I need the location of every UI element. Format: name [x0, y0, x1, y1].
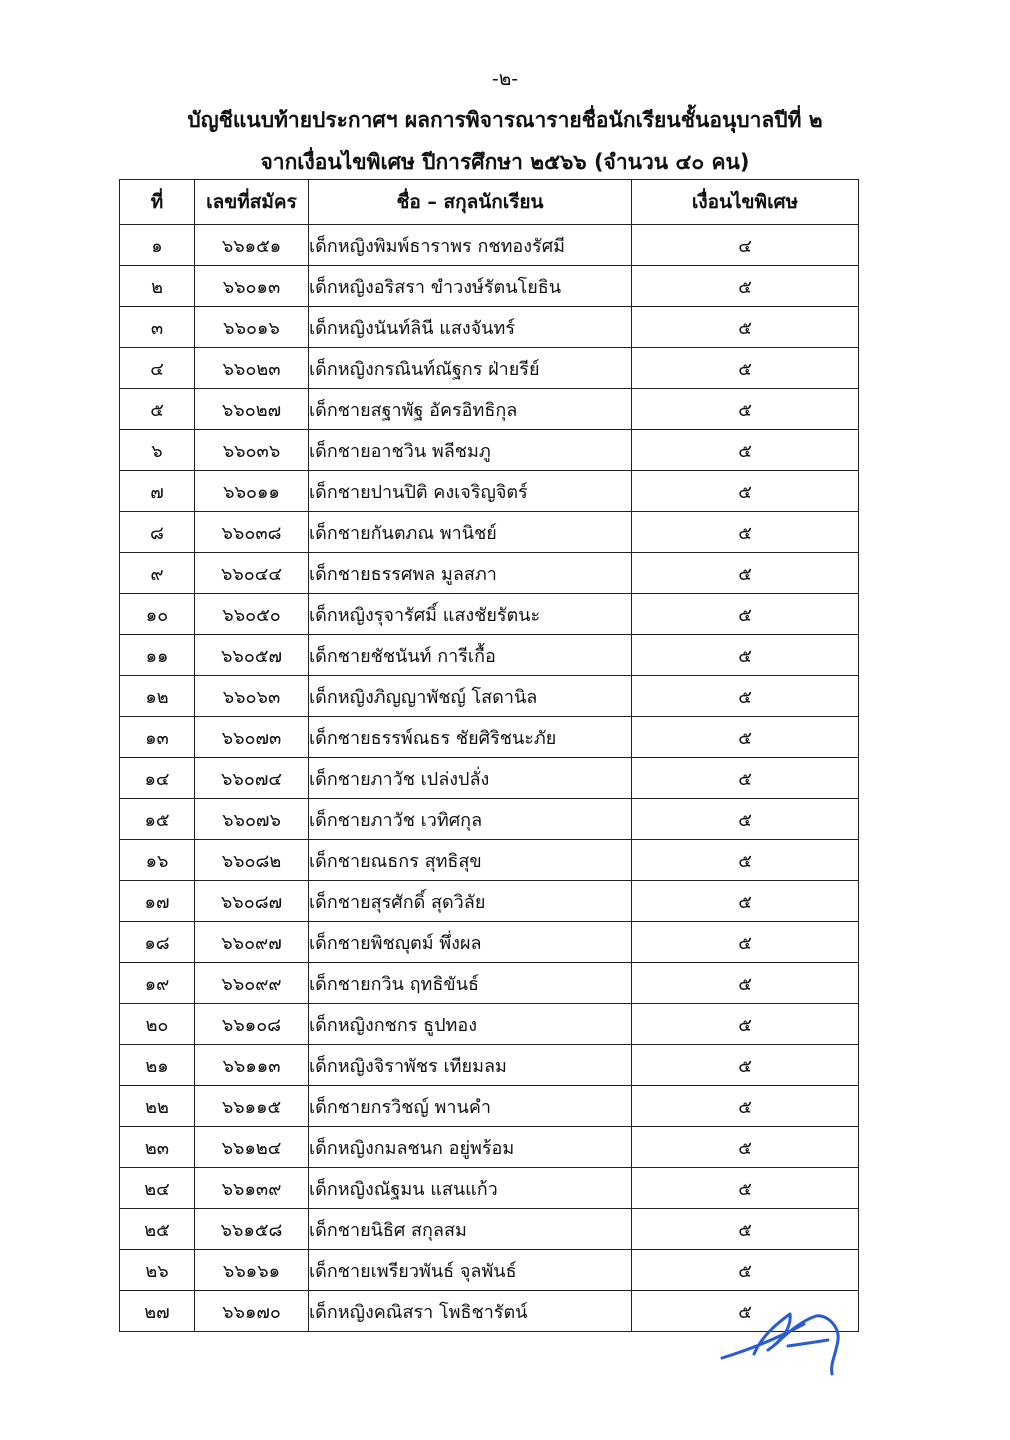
table-row	[120, 594, 859, 635]
special-condition: ๔	[632, 225, 859, 266]
table-row	[120, 676, 859, 717]
special-condition: ๕	[632, 430, 859, 471]
row-number: ๕	[120, 389, 195, 430]
row-number: ๑๙	[120, 963, 195, 1004]
special-condition: ๕	[632, 1168, 859, 1209]
application-number: ๖๖๑๐๘	[195, 1004, 309, 1045]
special-condition: ๕	[632, 1250, 859, 1291]
special-condition: ๕	[632, 1209, 859, 1250]
application-number: ๖๖๑๗๐	[195, 1291, 309, 1332]
application-number: ๖๖๐๕๐	[195, 594, 309, 635]
row-number: ๙	[120, 553, 195, 594]
special-condition: ๕	[632, 512, 859, 553]
student-name: เด็กชายธรรศพล มูลสภา	[309, 553, 632, 594]
student-name: เด็กหญิงกชกร ธูปทอง	[309, 1004, 632, 1045]
row-number: ๓	[120, 307, 195, 348]
special-condition: ๕	[632, 594, 859, 635]
table-row	[120, 266, 859, 307]
row-number: ๒๒	[120, 1086, 195, 1127]
special-condition: ๕	[632, 963, 859, 1004]
student-name: เด็กหญิงจิราพัชร เทียมลม	[309, 1045, 632, 1086]
application-number: ๖๖๐๑๑	[195, 471, 309, 512]
special-condition: ๕	[632, 471, 859, 512]
special-condition: ๕	[632, 840, 859, 881]
student-name: เด็กหญิงณัฐมน แสนแก้ว	[309, 1168, 632, 1209]
row-number: ๒๕	[120, 1209, 195, 1250]
application-number: ๖๖๑๖๑	[195, 1250, 309, 1291]
header-special-condition: เงื่อนไขพิเศษ	[632, 180, 859, 225]
student-name: เด็กหญิงกรณินท์ณัฐกร ฝ่ายรีย์	[309, 348, 632, 389]
table-row	[120, 512, 859, 553]
student-name: เด็กหญิงภิญญาพัชญ์ โสดานิล	[309, 676, 632, 717]
application-number: ๖๖๐๗๔	[195, 758, 309, 799]
application-number: ๖๖๐๓๘	[195, 512, 309, 553]
application-number: ๖๖๐๘๒	[195, 840, 309, 881]
row-number: ๑๘	[120, 922, 195, 963]
application-number: ๖๖๑๓๙	[195, 1168, 309, 1209]
student-name: เด็กหญิงพิมพ์ธาราพร กชทองรัศมี	[309, 225, 632, 266]
row-number: ๑๗	[120, 881, 195, 922]
student-name: เด็กชายกวิน ฤทธิขันธ์	[309, 963, 632, 1004]
special-condition: ๕	[632, 881, 859, 922]
application-number: ๖๖๐๒๓	[195, 348, 309, 389]
table-row	[120, 471, 859, 512]
special-condition: ๕	[632, 307, 859, 348]
table-row	[120, 1045, 859, 1086]
application-number: ๖๖๐๑๓	[195, 266, 309, 307]
row-number: ๑๑	[120, 635, 195, 676]
student-name: เด็กชายกันตภณ พานิชย์	[309, 512, 632, 553]
student-name: เด็กชายณธกร สุทธิสุข	[309, 840, 632, 881]
table-row	[120, 553, 859, 594]
application-number: ๖๖๐๙๙	[195, 963, 309, 1004]
application-number: ๖๖๐๓๖	[195, 430, 309, 471]
special-condition: ๕	[632, 348, 859, 389]
special-condition: ๕	[632, 717, 859, 758]
application-number: ๖๖๑๕๑	[195, 225, 309, 266]
row-number: ๒๔	[120, 1168, 195, 1209]
page-number: -๒-	[491, 68, 519, 90]
table-row	[120, 1086, 859, 1127]
student-name: เด็กชายชัชนันท์ การีเกื้อ	[309, 635, 632, 676]
row-number: ๒๐	[120, 1004, 195, 1045]
application-number: ๖๖๐๗๖	[195, 799, 309, 840]
student-name: เด็กชายภาวัช เปล่งปลั่ง	[309, 758, 632, 799]
special-condition: ๕	[632, 1086, 859, 1127]
table-header-row	[120, 180, 859, 225]
special-condition: ๕	[632, 799, 859, 840]
row-number: ๑๖	[120, 840, 195, 881]
table-row	[120, 799, 859, 840]
special-condition: ๕	[632, 922, 859, 963]
row-number: ๒๗	[120, 1291, 195, 1332]
student-name: เด็กชายสฐาพัฐ อัครอิทธิกุล	[309, 389, 632, 430]
row-number: ๒๓	[120, 1127, 195, 1168]
student-name: เด็กชายสุรศักดิ์ สุดวิลัย	[309, 881, 632, 922]
table-body	[120, 225, 859, 1332]
student-name: เด็กชายปานปิติ คงเจริญจิตร์	[309, 471, 632, 512]
table-row	[120, 840, 859, 881]
application-number: ๖๖๐๕๗	[195, 635, 309, 676]
student-name: เด็กชายกรวิชญ์ พานคำ	[309, 1086, 632, 1127]
application-number: ๖๖๐๑๖	[195, 307, 309, 348]
row-number: ๑๓	[120, 717, 195, 758]
student-name: เด็กชายเพรียวพันธ์ จุลพันธ์	[309, 1250, 632, 1291]
table-row	[120, 1168, 859, 1209]
student-name: เด็กชายนิธิศ สกุลสม	[309, 1209, 632, 1250]
row-number: ๒๑	[120, 1045, 195, 1086]
student-name: เด็กหญิงนันท์ลินี แสงจันทร์	[309, 307, 632, 348]
application-number: ๖๖๐๙๗	[195, 922, 309, 963]
table-row	[120, 758, 859, 799]
table-row	[120, 348, 859, 389]
special-condition: ๕	[632, 553, 859, 594]
table-row	[120, 881, 859, 922]
student-list-table	[119, 179, 859, 1332]
application-number: ๖๖๑๑๓	[195, 1045, 309, 1086]
special-condition: ๕	[632, 1045, 859, 1086]
table-row	[120, 430, 859, 471]
student-name: เด็กชายธรรพ์ณธร ชัยศิริชนะภัย	[309, 717, 632, 758]
special-condition: ๕	[632, 758, 859, 799]
special-condition: ๕	[632, 1004, 859, 1045]
document-title: บัญชีแนบท้ายประกาศฯ ผลการพิจารณารายชื่อนักเรียนชั้นอนุบาลปีที่ ๒	[187, 108, 823, 132]
special-condition: ๕	[632, 389, 859, 430]
table-row	[120, 963, 859, 1004]
signature	[718, 1300, 844, 1376]
table-row	[120, 922, 859, 963]
table-row	[120, 1209, 859, 1250]
student-name: เด็กชายอาชวิน พลีชมภู	[309, 430, 632, 471]
header-student-name: ชื่อ – สกุลนักเรียน	[309, 180, 632, 225]
student-name: เด็กหญิงคณิสรา โพธิชารัตน์	[309, 1291, 632, 1332]
table-row	[120, 389, 859, 430]
application-number: ๖๖๑๒๔	[195, 1127, 309, 1168]
table-row	[120, 225, 859, 266]
row-number: ๖	[120, 430, 195, 471]
special-condition: ๕	[632, 1291, 859, 1332]
table-row	[120, 717, 859, 758]
special-condition: ๕	[632, 1127, 859, 1168]
special-condition: ๕	[632, 676, 859, 717]
application-number: ๖๖๐๔๔	[195, 553, 309, 594]
special-condition: ๕	[632, 266, 859, 307]
application-number: ๖๖๐๘๗	[195, 881, 309, 922]
table-row	[120, 635, 859, 676]
table-row	[120, 1127, 859, 1168]
row-number: ๑๐	[120, 594, 195, 635]
student-name: เด็กหญิงกมลชนก อยู่พร้อม	[309, 1127, 632, 1168]
student-name: เด็กหญิงรุจารัศมิ์ แสงชัยรัตนะ	[309, 594, 632, 635]
row-number: ๗	[120, 471, 195, 512]
special-condition: ๕	[632, 635, 859, 676]
row-number: ๒	[120, 266, 195, 307]
row-number: ๘	[120, 512, 195, 553]
table-row	[120, 1004, 859, 1045]
row-number: ๒๖	[120, 1250, 195, 1291]
application-number: ๖๖๐๖๓	[195, 676, 309, 717]
document-subtitle: จากเงื่อนไขพิเศษ ปีการศึกษา ๒๕๖๖ (จำนวน ๔๐ คน)	[260, 150, 750, 174]
header-no: ที่	[120, 180, 195, 225]
application-number: ๖๖๑๑๕	[195, 1086, 309, 1127]
table-row	[120, 307, 859, 348]
application-number: ๖๖๐๗๓	[195, 717, 309, 758]
row-number: ๑	[120, 225, 195, 266]
row-number: ๑๒	[120, 676, 195, 717]
application-number: ๖๖๑๕๘	[195, 1209, 309, 1250]
row-number: ๔	[120, 348, 195, 389]
row-number: ๑๔	[120, 758, 195, 799]
row-number: ๑๕	[120, 799, 195, 840]
student-name: เด็กชายพิชญุตม์ พึ่งผล	[309, 922, 632, 963]
header-application-number: เลขที่สมัคร	[195, 180, 309, 225]
table-row	[120, 1250, 859, 1291]
student-name: เด็กชายภาวัช เวทิศกุล	[309, 799, 632, 840]
student-name: เด็กหญิงอริสรา ขำวงษ์รัตนโยธิน	[309, 266, 632, 307]
application-number: ๖๖๐๒๗	[195, 389, 309, 430]
